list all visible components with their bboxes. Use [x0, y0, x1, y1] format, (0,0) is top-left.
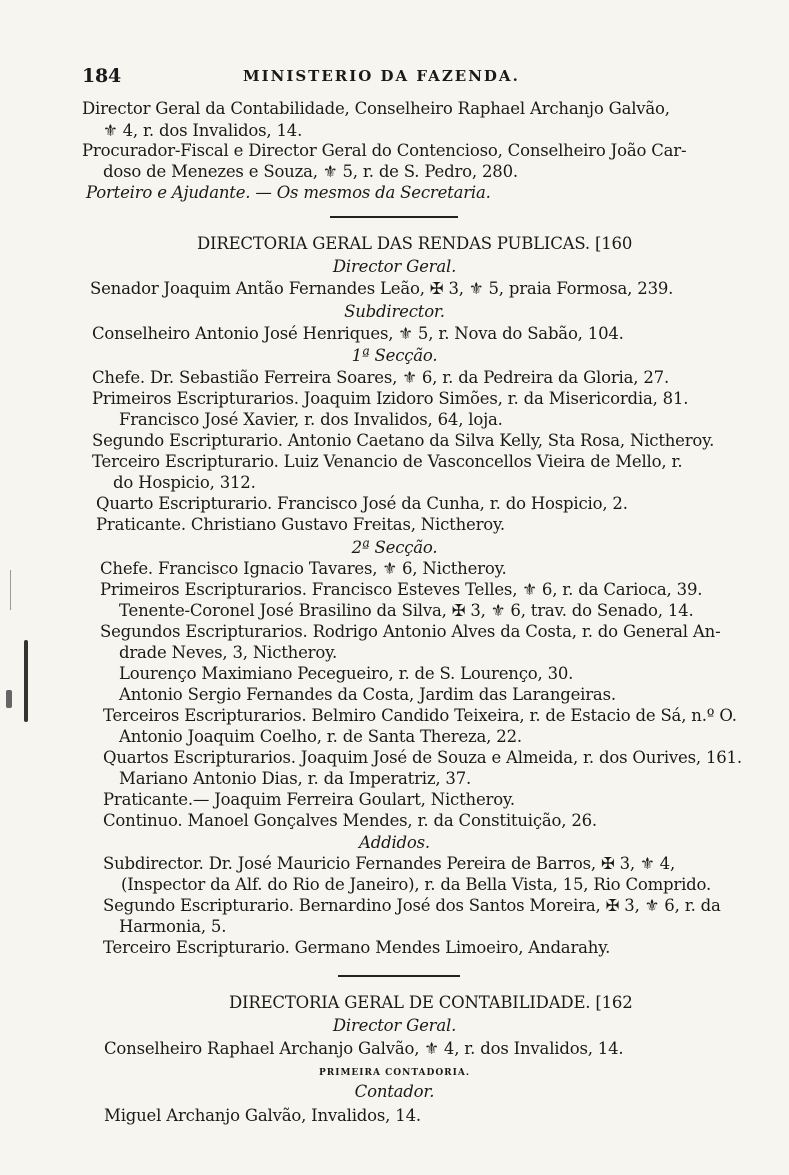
section-heading: DIRECTORIA GERAL DAS RENDAS PUBLICAS. [160	[197, 234, 633, 253]
text-line: do Hospicio, 312.	[113, 473, 256, 492]
text-line: Segundos Escripturarios. Rodrigo Antonio Alves da Costa, r. do General An-	[100, 622, 721, 641]
subheading: 2ª Secção.	[351, 538, 438, 557]
margin-speck	[6, 690, 12, 708]
text-line: Primeiros Escripturarios. Joaquim Izidoro Simões, r. da Misericordia, 81.	[92, 389, 689, 408]
page-number: 184	[82, 65, 122, 87]
subheading: 1ª Secção.	[351, 346, 438, 365]
text-line: Antonio Joaquim Coelho, r. de Santa Thereza, 22.	[119, 727, 522, 746]
text-line: Subdirector. Dr. José Mauricio Fernandes Pereira de Barros, ✠ 3, ⚜ 4,	[103, 854, 675, 873]
text-line: Segundo Escripturario. Antonio Caetano da Silva Kelly, Sta Rosa, Nictheroy.	[92, 431, 715, 450]
text-line: Chefe. Dr. Sebastião Ferreira Soares, ⚜ 6, r. da Pedreira da Gloria, 27.	[92, 368, 669, 387]
text-line: doso de Menezes e Souza, ⚜ 5, r. de S. Pedro, 280.	[103, 162, 518, 181]
subheading: Director Geral.	[332, 1016, 457, 1035]
subheading: Addidos.	[359, 833, 430, 852]
section-heading: DIRECTORIA GERAL DE CONTABILIDADE. [162	[229, 993, 633, 1012]
subheading: PRIMEIRA CONTADORIA.	[319, 1068, 470, 1078]
section-divider	[330, 216, 458, 218]
text-line: Terceiro Escripturario. Luiz Venancio de Vasconcellos Vieira de Mello, r.	[92, 452, 683, 471]
text-line: Conselheiro Raphael Archanjo Galvão, ⚜ 4, r. dos Invalidos, 14.	[104, 1039, 624, 1058]
text-line: Continuo. Manoel Gonçalves Mendes, r. da Constituição, 26.	[103, 811, 597, 830]
text-line: Conselheiro Antonio José Henriques, ⚜ 5, r. Nova do Sabão, 104.	[92, 324, 624, 343]
text-line: Terceiros Escripturarios. Belmiro Candido Teixeira, r. de Estacio de Sá, n.º O.	[103, 706, 737, 725]
text-line: Primeiros Escripturarios. Francisco Esteves Telles, ⚜ 6, r. da Carioca, 39.	[100, 580, 703, 599]
text-line: Praticante.— Joaquim Ferreira Goulart, Nictheroy.	[103, 790, 515, 809]
subheading: Contador.	[354, 1082, 435, 1101]
margin-binding-mark	[24, 640, 28, 722]
text-line: Mariano Antonio Dias, r. da Imperatriz, 37.	[119, 769, 472, 788]
text-line: Harmonia, 5.	[119, 917, 227, 936]
text-line: Miguel Archanjo Galvão, Invalidos, 14.	[104, 1106, 421, 1125]
text-line: Tenente-Coronel José Brasilino da Silva, ✠ 3, ⚜ 6, trav. do Senado, 14.	[119, 601, 694, 620]
text-line: Terceiro Escripturario. Germano Mendes Limoeiro, Andarahy.	[103, 938, 611, 957]
text-line: ⚜ 4, r. dos Invalidos, 14.	[103, 121, 303, 140]
running-title: MINISTERIO DA FAZENDA.	[243, 67, 520, 85]
text-line: Senador Joaquim Antão Fernandes Leão, ✠ 3, ⚜ 5, praia Formosa, 239.	[90, 279, 674, 298]
margin-speck	[10, 570, 11, 610]
text-line: Director Geral da Contabilidade, Conselheiro Raphael Archanjo Galvão,	[82, 99, 670, 118]
text-line: Antonio Sergio Fernandes da Costa, Jardim das Larangeiras.	[119, 685, 616, 704]
text-line: Segundo Escripturario. Bernardino José dos Santos Moreira, ✠ 3, ⚜ 6, r. da	[103, 896, 721, 915]
subheading: Director Geral.	[332, 257, 457, 276]
text-line: Procurador-Fiscal e Director Geral do Contencioso, Conselheiro João Car-	[82, 141, 687, 160]
text-line: Lourenço Maximiano Pecegueiro, r. de S. Lourenço, 30.	[119, 664, 574, 683]
subheading: Subdirector.	[344, 302, 445, 321]
text-line: Quarto Escripturario. Francisco José da Cunha, r. do Hospicio, 2.	[96, 494, 628, 513]
text-line: Praticante. Christiano Gustavo Freitas, Nictheroy.	[96, 515, 505, 534]
text-line: Porteiro e Ajudante. — Os mesmos da Secretaria.	[86, 183, 491, 202]
text-line: drade Neves, 3, Nictheroy.	[119, 643, 338, 662]
text-line: (Inspector da Alf. do Rio de Janeiro), r. da Bella Vista, 15, Rio Comprido.	[121, 875, 712, 894]
section-divider	[338, 975, 460, 977]
text-line: Chefe. Francisco Ignacio Tavares, ⚜ 6, Nictheroy.	[100, 559, 507, 578]
text-line: Quartos Escripturarios. Joaquim José de Souza e Almeida, r. dos Ourives, 161.	[103, 748, 742, 767]
text-line: Francisco José Xavier, r. dos Invalidos, 64, loja.	[119, 410, 503, 429]
